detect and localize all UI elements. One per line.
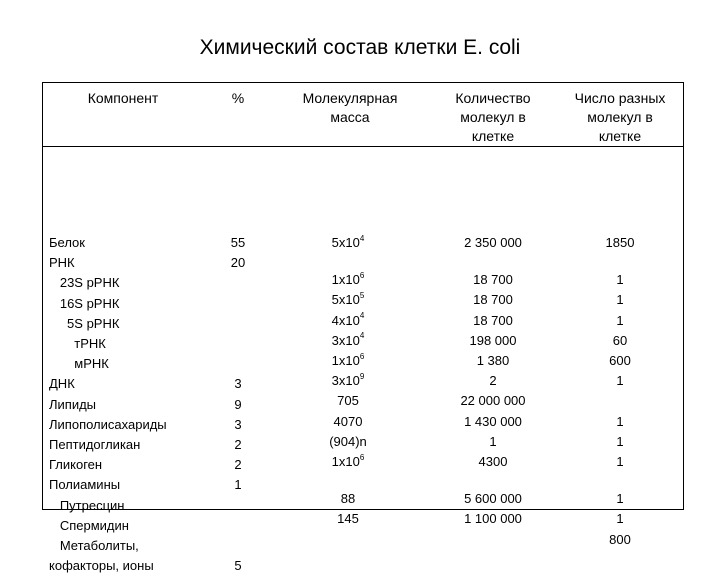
distinct-value: 800 [609,531,631,547]
header-distinct-molecules [555,89,685,146]
header-mass-line: масса [330,109,370,125]
header-mass-line: Молекулярная [302,90,398,106]
mass-value: $3x10^9$ [331,371,365,389]
component-name: 23S рРНК [49,275,120,291]
count-value: 1 [489,433,497,449]
count-value: 4300 [478,454,508,470]
percent-value: 55 [230,235,246,250]
distinct-value: 1 [616,511,624,527]
mass-value: 705 [337,393,359,409]
count-value: 1 100 000 [464,511,522,527]
component-name: Пептидогликан [49,437,141,453]
distinct-column [565,233,675,550]
component-name: тРНК [49,336,106,352]
count-value: 1 380 [476,353,510,369]
count-value: 18 700 [473,312,513,328]
percent-value: 9 [234,396,242,412]
header-distinct-line: Число разных [574,90,666,106]
component-column [49,233,209,576]
count-value: 2 [489,373,497,389]
count-value: 18 700 [473,272,513,288]
header-count-line: молекул в [460,109,526,125]
percent-value: 3 [234,416,242,432]
component-name: ДНК [49,376,75,392]
component-name: мРНК [49,356,109,372]
mass-column [283,233,413,530]
component-name: Липополисахариды [49,416,167,432]
header-count-line: Количество [455,90,531,106]
percent-value: 5 [234,558,242,574]
header-molecular-mass [275,89,425,127]
component-name: Белок [49,235,85,250]
component-name: Липиды [49,396,97,412]
component-name: Полиамины [49,477,121,493]
count-value: 22 000 000 [460,393,526,409]
distinct-value: 1 [616,491,624,507]
distinct-value: 1 [616,292,624,308]
distinct-value: 1 [616,433,624,449]
percent-column [213,233,263,576]
distinct-value: 1850 [605,235,635,250]
mass-value: 88 [340,491,356,507]
distinct-value: 1 [616,312,624,328]
percent-value: 1 [234,477,242,493]
composition-table [42,82,684,574]
mass-value: $1x10^6$ [331,452,365,470]
count-value: 18 700 [473,292,513,308]
count-column [428,233,558,530]
component-name: 16S рРНК [49,295,120,311]
distinct-value: 1 [616,413,624,429]
distinct-value: 1 [616,272,624,288]
page-title: Химический состав клетки E. coli [199,36,521,59]
component-name: Метаболиты, [49,538,139,554]
mass-value: 145 [337,511,359,527]
header-divider [43,146,683,147]
count-value: 5 600 000 [464,491,522,507]
distinct-value: 60 [612,332,628,348]
count-value: 198 000 [469,332,517,348]
mass-value: $5x10^4$ [331,233,365,250]
count-value: 2 350 000 [464,235,522,250]
count-value: 1 430 000 [464,413,522,429]
percent-value: 20 [230,255,246,271]
mass-value: $1x10^6$ [331,351,365,369]
distinct-value: 1 [616,373,624,389]
mass-value: $1x10^6$ [331,270,365,288]
percent-value: 3 [234,376,242,392]
header-molecule-count [428,89,558,146]
mass-value: $3x10^4$ [331,331,365,348]
component-name: Спермидин [49,517,129,533]
mass-value: $4x10^4$ [331,311,365,328]
header-distinct-line: клетке [598,128,642,144]
distinct-value: 600 [609,353,631,369]
header-count-line: клетке [471,128,515,144]
header-component: Компонент [87,90,159,106]
component-name: 5S рРНК [49,315,120,331]
mass-value: 4070 [333,413,363,429]
component-name: Путресцин [49,497,125,513]
component-name: Гликоген [49,457,103,473]
mass-value: $5x10^5$ [331,291,365,308]
component-name: РНК [49,255,75,271]
distinct-value: 1 [616,454,624,470]
mass-value: (904)n [329,433,367,449]
header-distinct-line: молекул в [587,109,653,125]
header-percent: % [231,90,245,106]
component-name: кофакторы, ионы [49,558,154,574]
percent-value: 2 [234,436,242,452]
percent-value: 2 [234,457,242,473]
